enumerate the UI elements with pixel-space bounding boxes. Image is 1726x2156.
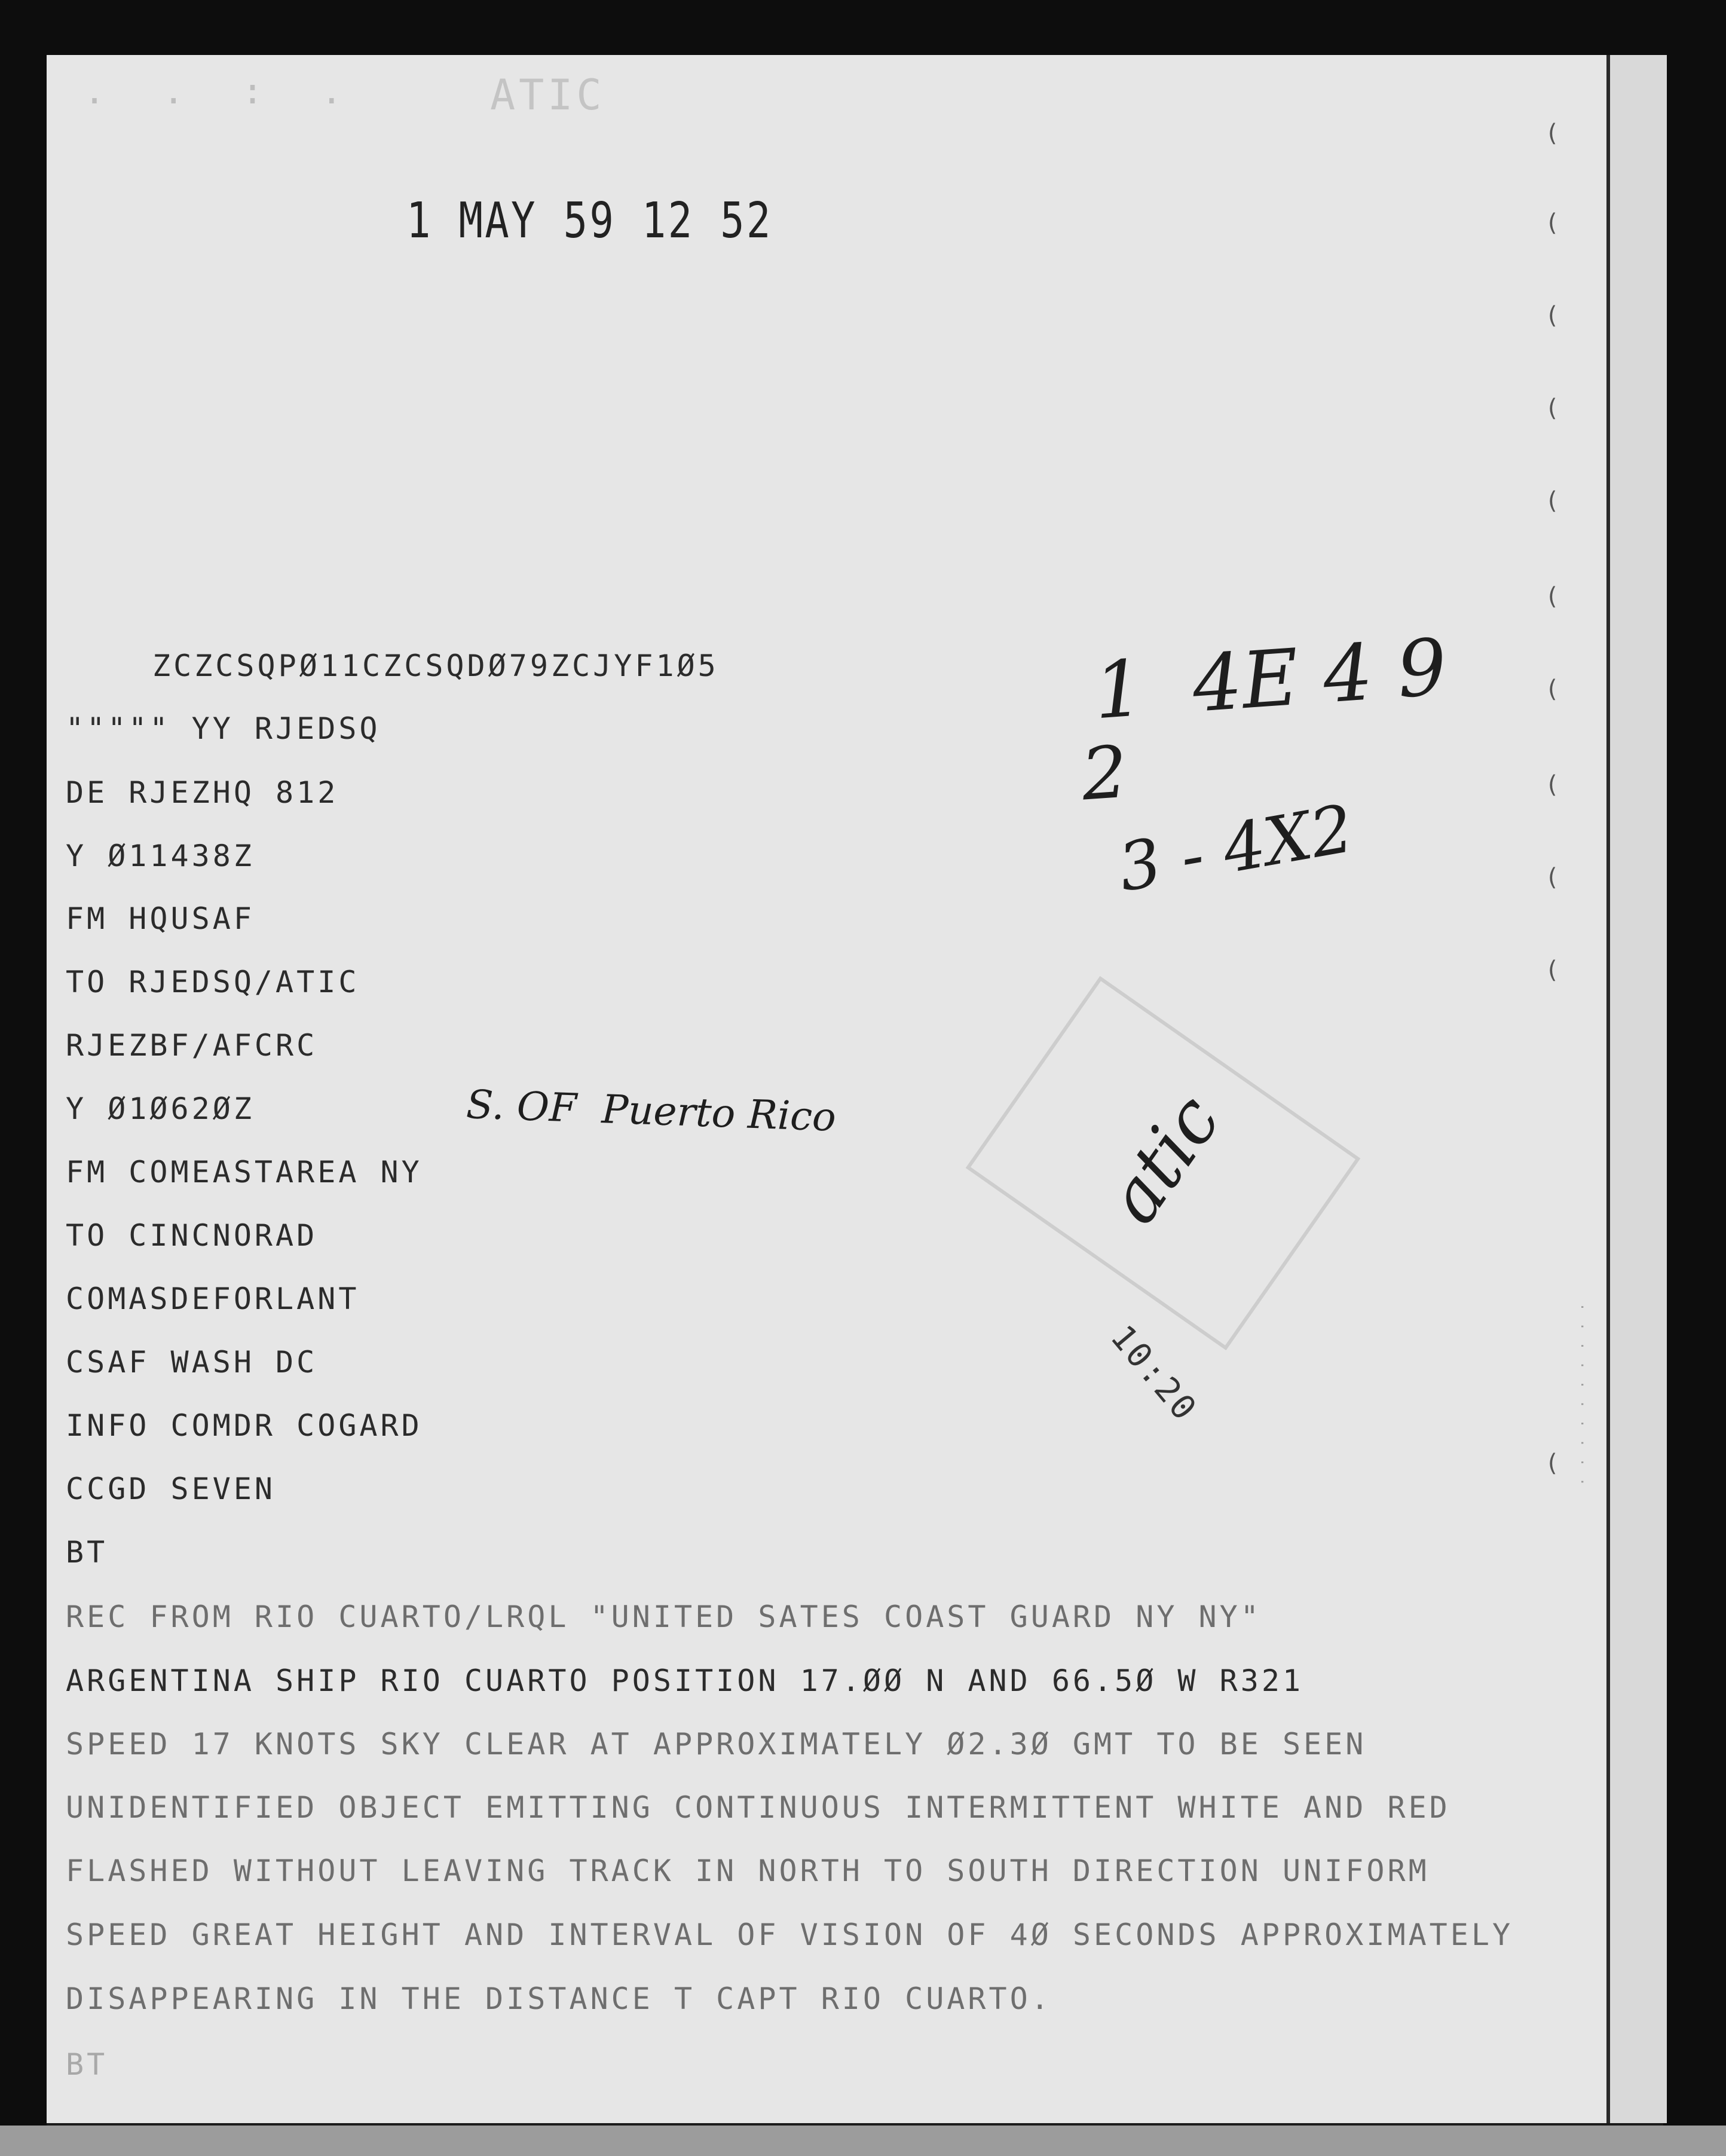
scan-border-right: [1663, 0, 1726, 2156]
message-line: Y Ø1Ø62ØZ: [66, 1091, 255, 1126]
message-line: ZCZCSQPØ11CZCSQDØ79ZCJYF1Ø5: [152, 649, 719, 683]
margin-hole-mark: (: [1545, 209, 1560, 237]
margin-hole-mark: (: [1545, 956, 1560, 984]
message-line: ARGENTINA SHIP RIO CUARTO POSITION 17.ØØ N AND 66.5Ø W R321: [66, 1663, 1304, 1698]
message-line: DE RJEZHQ 812: [66, 775, 339, 810]
message-line: """"" YY RJEDSQ: [66, 711, 381, 746]
message-line: FM HQUSAF: [66, 901, 255, 936]
margin-hole-mark: (: [1545, 1449, 1560, 1477]
handwritten-note-2: 2: [1079, 730, 1131, 817]
faint-marks: . . : .: [84, 71, 360, 112]
margin-hole-mark: (: [1545, 771, 1560, 799]
message-line: REC FROM RIO CUARTO/LRQL "UNITED SATES COAST GUARD NY NY": [66, 1600, 1262, 1634]
message-line: CSAF WASH DC: [66, 1345, 318, 1380]
margin-hole-mark: (: [1545, 487, 1560, 515]
edge-print-text: . . . . . . . . . .: [1578, 1303, 1593, 1488]
handwritten-note-3: 3 - 4X2: [1112, 790, 1359, 907]
margin-hole-mark: (: [1545, 120, 1560, 147]
margin-hole-mark: (: [1545, 675, 1560, 703]
message-line: RJEZBF/AFCRC: [66, 1028, 318, 1063]
message-line: CCGD SEVEN: [66, 1472, 276, 1506]
message-line: TO CINCNORAD: [66, 1218, 318, 1253]
message-line: UNIDENTIFIED OBJECT EMITTING CONTINUOUS INTERMITTENT WHITE AND RED: [66, 1790, 1450, 1825]
message-line: DISAPPEARING IN THE DISTANCE T CAPT RIO CUARTO.: [66, 1981, 1052, 2016]
scan-border-bottom: [0, 2126, 1726, 2156]
handwritten-initials: atic: [1091, 1080, 1237, 1238]
message-line: INFO COMDR COGARD: [66, 1408, 423, 1443]
handwritten-location-note: S. OF Puerto Rico: [465, 1081, 837, 1140]
time-stamp: 10:20: [1103, 1318, 1205, 1430]
handwritten-note-1: 1 4E 4 9: [1091, 621, 1450, 737]
message-line: Y Ø11438Z: [66, 839, 255, 873]
margin-hole-mark: (: [1545, 864, 1560, 891]
message-line: FM COMEASTAREA NY: [66, 1155, 423, 1189]
message-line: SPEED 17 KNOTS SKY CLEAR AT APPROXIMATELY Ø2.3Ø GMT TO BE SEEN: [66, 1727, 1367, 1762]
message-line: TO RJEDSQ/ATIC: [66, 965, 360, 999]
scan-border-top: [0, 0, 1726, 55]
margin-hole-mark: (: [1545, 583, 1560, 610]
margin-hole-mark: (: [1545, 394, 1560, 422]
message-line: FLASHED WITHOUT LEAVING TRACK IN NORTH TO SOUTH DIRECTION UNIFORM: [66, 1854, 1430, 1888]
margin-hole-mark: (: [1545, 302, 1560, 329]
paper-margin-strip: [1606, 55, 1667, 2123]
message-line: BT: [66, 2047, 108, 2082]
message-line: SPEED GREAT HEIGHT AND INTERVAL OF VISION OF 4Ø SECONDS APPROXIMATELY: [66, 1918, 1514, 1952]
message-line: BT: [66, 1535, 108, 1570]
date-time-stamp: 1 MAY 59 12 52: [406, 192, 773, 249]
message-line: COMASDEFORLANT: [66, 1282, 360, 1316]
scan-border-left: [0, 0, 47, 2156]
faint-header-mark: ATIC: [490, 71, 605, 120]
